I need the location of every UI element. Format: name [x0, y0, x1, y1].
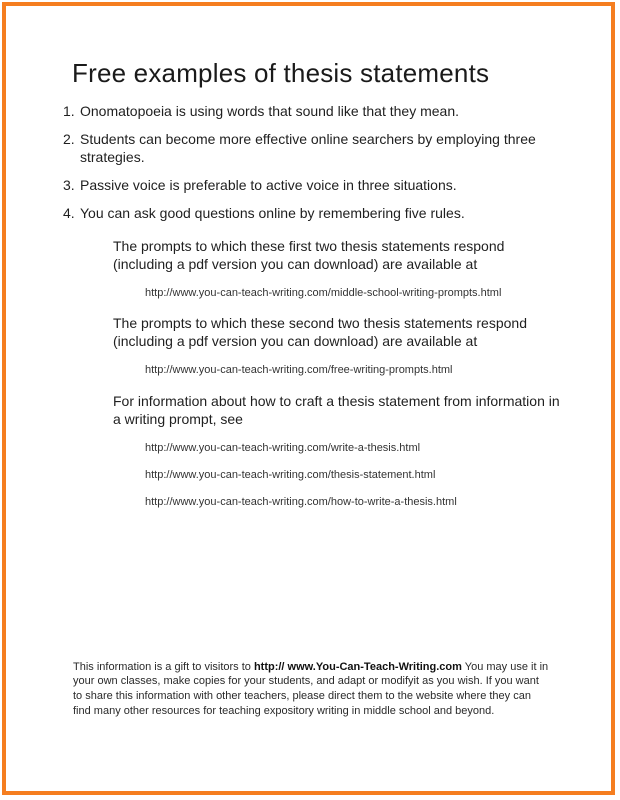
- prompt-paragraph: For information about how to craft a thesis statement from information in a writing prompt, see: [113, 392, 560, 427]
- footer-note: [73, 660, 551, 719]
- prompt-sections: [63, 237, 578, 510]
- list-item-text: Passive voice is preferable to active voice in three situations.: [80, 176, 457, 193]
- url-text: http://www.you-can-teach-writing.com/how-to-write-a-thesis.html: [145, 496, 457, 509]
- footer-text-after: You may use it in your own classes, make copies for your students, and adapt or modifyit as you wish. If you want to share this information with other teachers, please direct them to the website where they can find many other resources for teaching expository writing in middle school and beyond.: [73, 660, 549, 718]
- list-item-number: 1.: [63, 103, 75, 119]
- url-text: http://www.you-can-teach-writing.com/free-writing-prompts.html: [145, 364, 453, 377]
- document-title: Free examples of thesis statements: [72, 58, 490, 88]
- footer-text-before: This information is a gift to visitors to: [73, 660, 254, 673]
- prompt-section: [63, 392, 578, 510]
- list-item-text: You can ask good questions online by remembering five rules.: [80, 204, 465, 221]
- list-item-text: Students can become more effective online searchers by employing three strategies.: [80, 130, 536, 165]
- prompt-section: [63, 314, 578, 378]
- list-item-number: 3.: [63, 176, 75, 193]
- list-item: [63, 205, 545, 223]
- list-item-number: 4.: [63, 204, 75, 221]
- list-item-text: Onomatopoeia is using words that sound like that they mean.: [80, 103, 459, 119]
- url-text: http://www.you-can-teach-writing.com/middle-school-writing-prompts.html: [145, 286, 502, 299]
- url-text: http://www.you-can-teach-writing.com/thesis-statement.html: [145, 469, 436, 482]
- prompt-paragraph: The prompts to which these second two thesis statements respond (including a pdf version you can download) are available at: [113, 315, 527, 350]
- list-item: [63, 103, 545, 121]
- document-page: [63, 58, 578, 719]
- url-text: http://www.you-can-teach-writing.com/write-a-thesis.html: [145, 442, 421, 455]
- list-item: [63, 177, 545, 195]
- prompt-section: [63, 237, 578, 301]
- list-item: [63, 131, 545, 167]
- footer-site-url: http:// www.You-Can-Teach-Writing.com: [253, 660, 462, 673]
- list-item-number: 2.: [63, 130, 75, 147]
- prompt-paragraph: The prompts to which these first two thesis statements respond (including a pdf version you can download) are available at: [113, 237, 505, 272]
- thesis-statements-list: [63, 103, 578, 223]
